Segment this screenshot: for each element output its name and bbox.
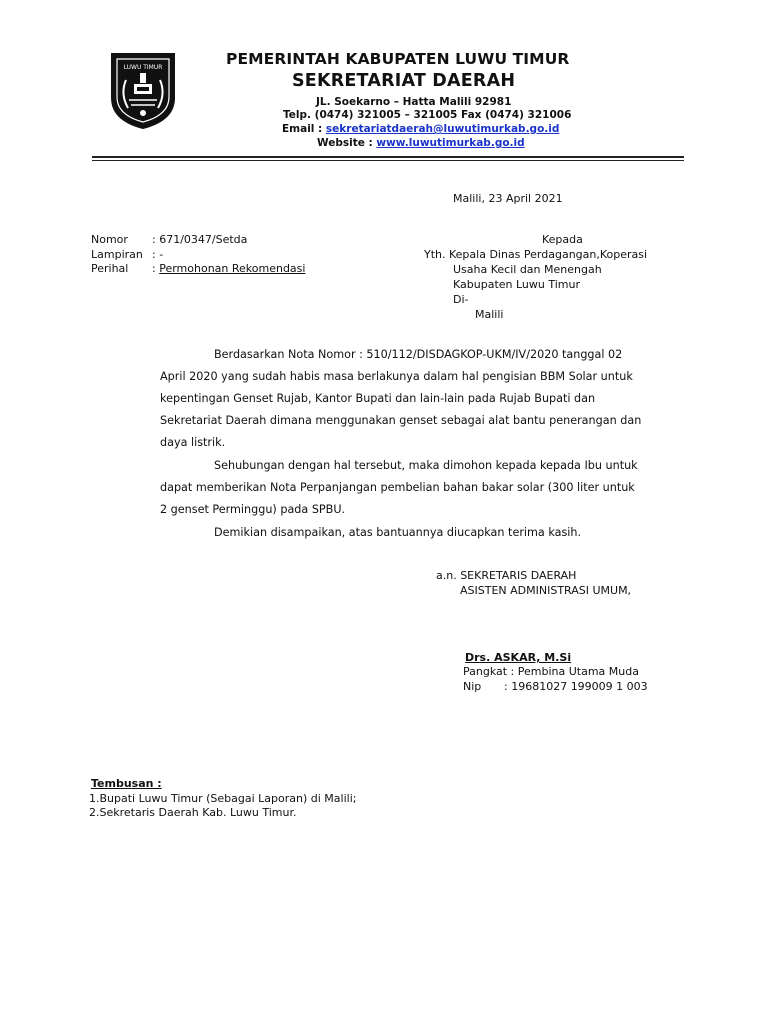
body-line: Berdasarkan Nota Nomor : 510/112/DISDAGKOP-UKM/IV/2020 tanggal 02 — [214, 348, 623, 361]
recipient-line: Yth. Kepala Dinas Perdagangan,Koperasi — [424, 248, 648, 261]
lampiran-value: : - — [152, 248, 164, 261]
signatory-nip-label: Nip — [463, 680, 482, 693]
recipient-line: Di- — [453, 293, 469, 306]
signatory-name: Drs. ASKAR, M.Si — [465, 651, 572, 664]
website-label: Website : — [317, 137, 377, 149]
letterhead-divider — [92, 156, 684, 158]
body-line: April 2020 yang sudah habis masa berlakunya dalam hal pengisian BBM Solar untuk — [160, 370, 633, 383]
website-link[interactable]: www.luwutimurkab.go.id — [376, 137, 525, 149]
body-line: Sehubungan dengan hal tersebut, maka dimohon kepada kepada Ibu untuk — [214, 459, 638, 472]
body-line: dapat memberikan Nota Perpanjangan pembelian bahan bakar solar (300 liter untuk — [160, 481, 635, 494]
letterhead-divider-thin — [92, 160, 684, 161]
cc-item: 2.Sekretaris Daerah Kab. Luwu Timur. — [89, 806, 297, 819]
recipient-kepada: Kepada — [542, 233, 583, 246]
email-label: Email : — [282, 123, 326, 135]
office-address: JL. Soekarno – Hatta Malili 92981 — [316, 96, 512, 108]
perihal-value: Permohonan Rekomendasi — [159, 262, 306, 275]
perihal-colon: : — [152, 262, 160, 275]
body-line: Sekretariat Daerah dimana menggunakan genset sebagai alat bantu penerangan dan — [160, 414, 642, 427]
office-website-line — [317, 137, 525, 149]
office-phone: Telp. (0474) 321005 – 321005 Fax (0474) 321006 — [283, 109, 572, 121]
signature-position: ASISTEN ADMINISTRASI UMUM, — [460, 584, 632, 597]
nomor-label: Nomor — [91, 233, 128, 246]
nomor-value: : 671/0347/Setda — [152, 233, 248, 246]
signatory-rank: Pangkat : Pembina Utama Muda — [463, 665, 639, 678]
lampiran-label: Lampiran — [91, 248, 143, 261]
body-line: Demikian disampaikan, atas bantuannya diucapkan terima kasih. — [214, 526, 582, 539]
body-line: 2 genset Perminggu) pada SPBU. — [160, 503, 346, 516]
logo-text: LUWU TIMUR — [123, 64, 163, 71]
office-email-line — [282, 123, 559, 135]
letter-date: Malili, 23 April 2021 — [453, 192, 563, 205]
perihal-label: Perihal — [91, 262, 129, 275]
email-link[interactable]: sekretariatdaerah@luwutimurkab.go.id — [325, 123, 560, 135]
perihal-value-line — [152, 262, 305, 275]
regency-emblem-logo — [104, 50, 182, 130]
cc-item: 1.Bupati Luwu Timur (Sebagai Laporan) di Malili; — [89, 792, 357, 805]
recipient-line: Malili — [475, 308, 504, 321]
signature-on-behalf: a.n. SEKRETARIS DAERAH — [436, 569, 577, 582]
office-name: SEKRETARIAT DAERAH — [292, 71, 516, 91]
cc-title: Tembusan : — [91, 777, 162, 790]
recipient-line: Kabupaten Luwu Timur — [453, 278, 581, 291]
government-name: PEMERINTAH KABUPATEN LUWU TIMUR — [226, 50, 570, 68]
signatory-nip-value: : 19681027 199009 1 003 — [504, 680, 648, 693]
body-line: kepentingan Genset Rujab, Kantor Bupati dan lain-lain pada Rujab Bupati dan — [160, 392, 596, 405]
recipient-line: Usaha Kecil dan Menengah — [453, 263, 602, 276]
body-line: daya listrik. — [160, 436, 226, 449]
